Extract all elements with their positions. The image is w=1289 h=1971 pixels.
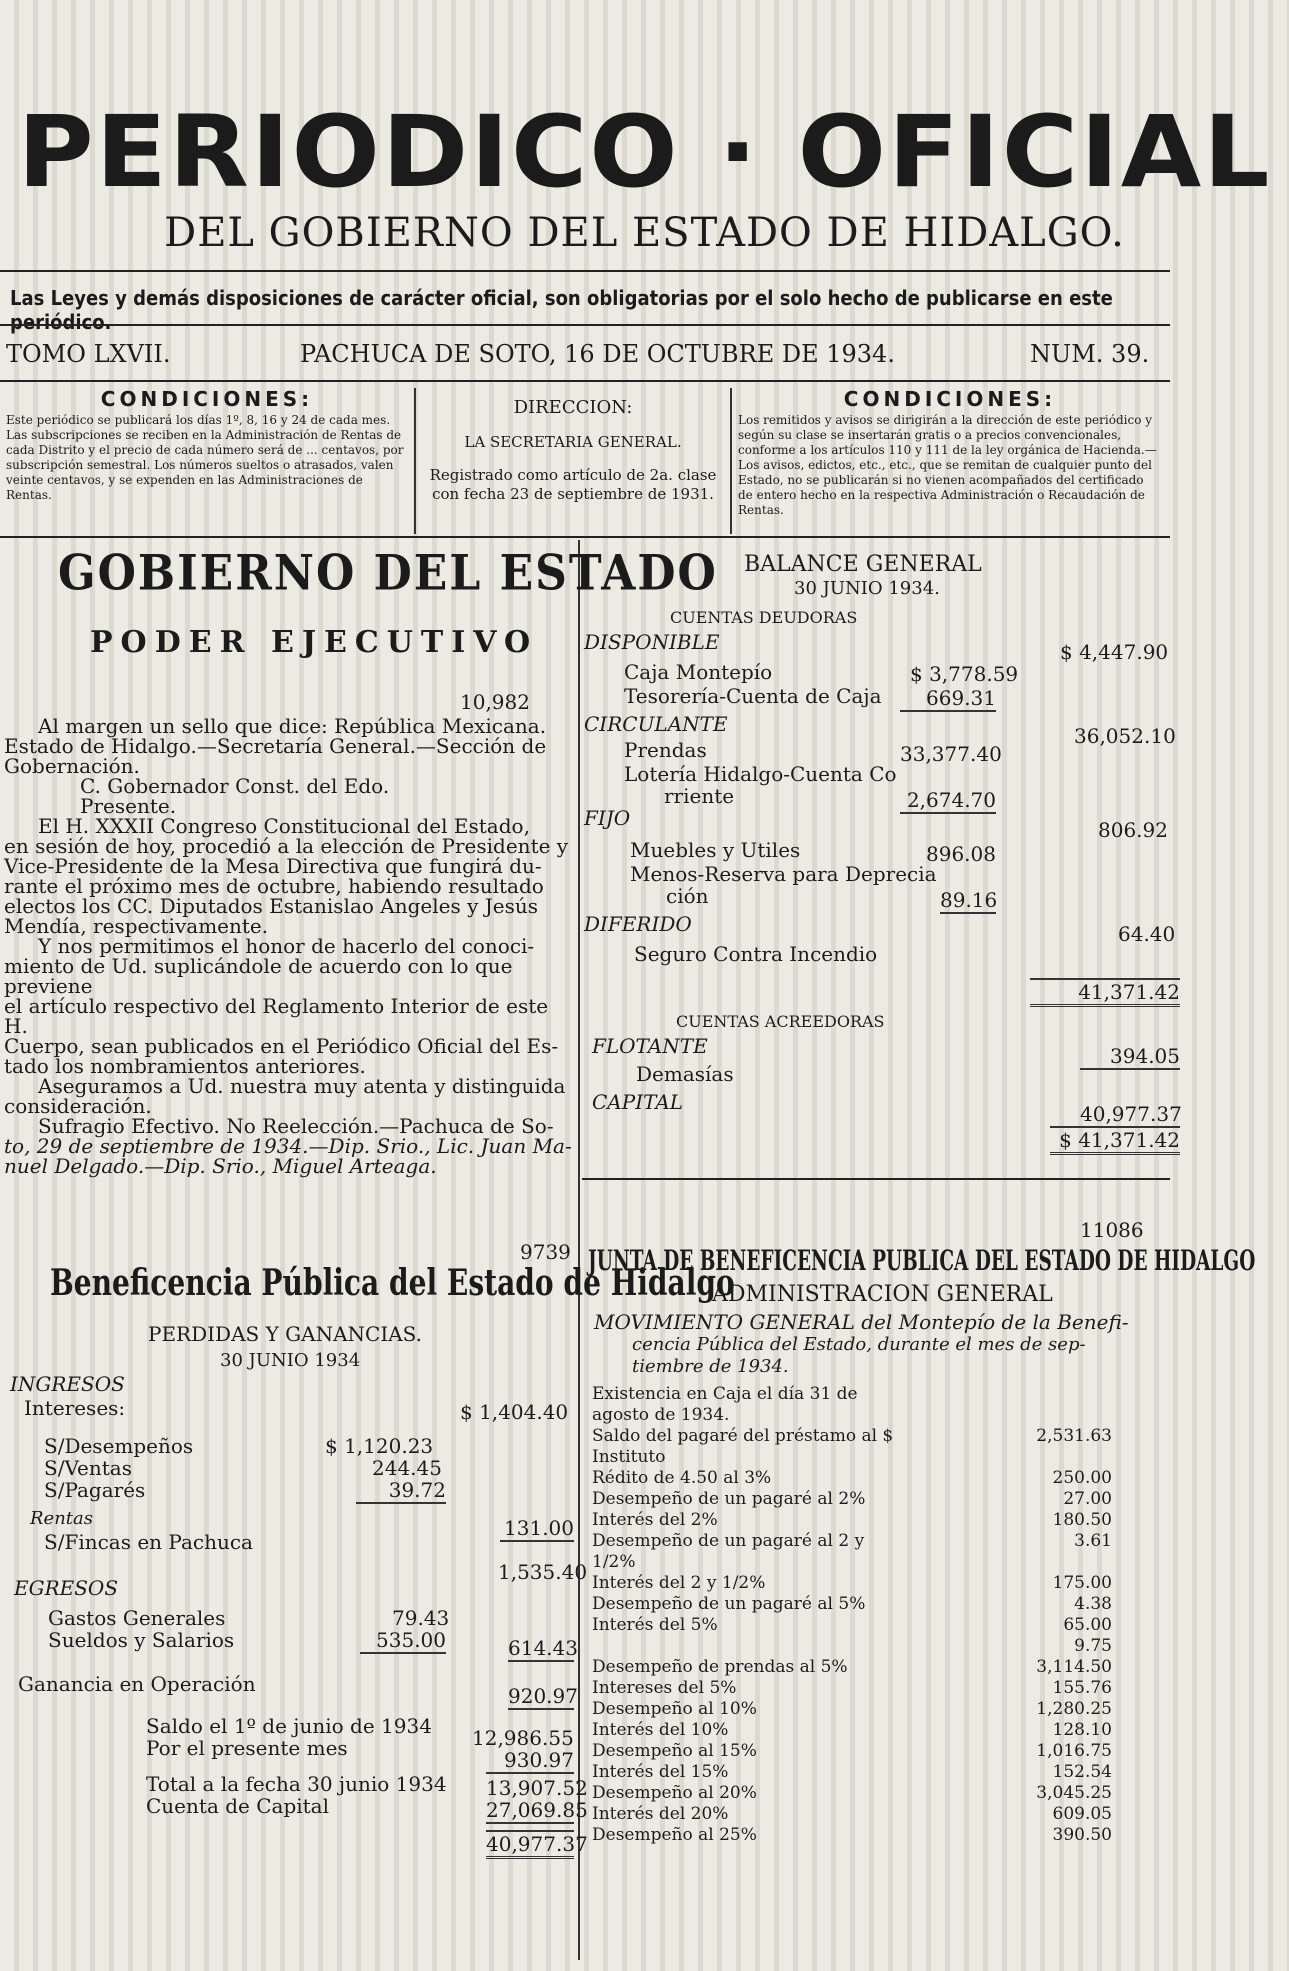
movimiento-value: 9.75 bbox=[1074, 1636, 1112, 1656]
movimiento-row bbox=[592, 1678, 1112, 1699]
movimiento-value: 4.38 bbox=[1074, 1594, 1112, 1614]
movimiento-label: Desempeño de un pagaré al 5% bbox=[592, 1594, 866, 1614]
decree-number: 10,982 bbox=[460, 690, 530, 714]
masthead-title: PERIODICO · OFICIAL bbox=[17, 94, 1272, 210]
movimiento-line3: tiembre de 1934. bbox=[632, 1356, 789, 1377]
decree-line: electos los CC. Diputados Estanislao Angeles y Jesús bbox=[4, 894, 538, 918]
movimiento-row bbox=[592, 1657, 1112, 1678]
movimiento-label: Interés del 5% bbox=[592, 1615, 718, 1635]
ingresos-label: INGRESOS bbox=[10, 1372, 125, 1396]
movimiento-value: 128.10 bbox=[1052, 1720, 1112, 1740]
movimiento-value: 155.76 bbox=[1052, 1678, 1112, 1698]
movimiento-label: Interés del 2% bbox=[592, 1510, 718, 1530]
gastos-value: 79.43 bbox=[392, 1606, 450, 1630]
diferido-label: DIFERIDO bbox=[584, 912, 692, 936]
movimiento-row bbox=[592, 1783, 1112, 1804]
decree-line: Aseguramos a Ud. nuestra muy atenta y distinguida bbox=[38, 1074, 566, 1098]
movimiento-label: Desempeño al 10% bbox=[592, 1699, 757, 1719]
movimiento-value: 65.00 bbox=[1063, 1615, 1112, 1635]
prendas-label: Prendas bbox=[624, 738, 707, 762]
flotante-value: 394.05 bbox=[1080, 1044, 1180, 1070]
decree-line: Presente. bbox=[80, 794, 177, 818]
menos-label-1: Menos-Reserva para Deprecia bbox=[630, 862, 937, 886]
movimiento-table bbox=[592, 1384, 1112, 1846]
subtotal-1: 1,535.40 bbox=[498, 1560, 588, 1584]
egresos-total: 614.43 bbox=[508, 1636, 578, 1660]
total-label: Total a la fecha 30 junio 1934 bbox=[146, 1772, 447, 1796]
volume-number: TOMO LXVII. bbox=[6, 340, 171, 368]
gobierno-heading: GOBIERNO DEL ESTADO bbox=[58, 545, 718, 602]
muebles-value: 896.08 bbox=[926, 842, 996, 866]
movimiento-label: Desempeño de un pagaré al 2 y bbox=[592, 1531, 865, 1551]
direction-line1: LA SECRETARIA GENERAL. bbox=[464, 433, 682, 451]
fincas-value: 131.00 bbox=[500, 1516, 574, 1542]
movimiento-value bbox=[992, 1447, 1112, 1468]
decree-line: Estado de Hidalgo.—Secretaría General.—Sección de bbox=[4, 734, 547, 758]
capital-label: Cuenta de Capital bbox=[146, 1794, 329, 1818]
decree-line: Y nos permitimos el honor de hacerlo del conoci- bbox=[38, 934, 535, 958]
loteria-value: 2,674.70 bbox=[900, 788, 996, 814]
muebles-label: Muebles y Utiles bbox=[630, 838, 801, 862]
decree-line: en sesión de hoy, procedió a la elección de Presidente y bbox=[4, 834, 569, 858]
pyg-date: 30 JUNIO 1934 bbox=[220, 1350, 361, 1371]
decree-line: Al margen un sello que dice: República Mexicana. bbox=[38, 714, 547, 738]
final-value: 40,977.37 bbox=[486, 1830, 574, 1859]
decree-line: Sufragio Efectivo. No Reelección.—Pachuca de So- bbox=[38, 1114, 554, 1138]
movimiento-value bbox=[992, 1384, 1112, 1405]
fijo-value: 806.92 bbox=[1098, 818, 1168, 842]
decree-line: Vice-Presidente de la Mesa Directiva que fungirá du- bbox=[4, 854, 542, 878]
pagares-value: 39.72 bbox=[356, 1478, 446, 1504]
movimiento-label: Desempeño al 20% bbox=[592, 1783, 757, 1803]
movimiento-value: 390.50 bbox=[1052, 1825, 1112, 1845]
direction-line2: Registrado como artículo de 2a. clase con fecha 23 de septiembre de 1931. bbox=[429, 466, 717, 503]
conditions-right-title: CONDICIONES: bbox=[843, 387, 1057, 411]
movimiento-value: 2,531.63 bbox=[1036, 1426, 1112, 1446]
menos-label-2: ción bbox=[666, 884, 709, 908]
presente-label: Por el presente mes bbox=[146, 1736, 348, 1760]
legal-notice: Las Leyes y demás disposiciones de carácter oficial, son obligatorias por el solo hecho de publicarse en este periódico. bbox=[10, 286, 1113, 334]
decree-line: Gobernación. bbox=[4, 754, 140, 778]
decree-line: tado los nombramientos anteriores. bbox=[4, 1054, 366, 1078]
movimiento-label: Interés del 15% bbox=[592, 1762, 729, 1782]
poder-heading: PODER EJECUTIVO bbox=[90, 625, 539, 660]
movimiento-row bbox=[592, 1447, 1112, 1468]
benef-title: Beneficencia Pública del Estado de Hidalgo bbox=[50, 1262, 735, 1304]
movimiento-value bbox=[992, 1552, 1112, 1573]
movimiento-label: Intereses del 5% bbox=[592, 1678, 737, 1698]
movimiento-row bbox=[592, 1384, 1112, 1405]
decree-text bbox=[4, 716, 574, 1176]
desempenos-label: S/Desempeños bbox=[44, 1434, 194, 1458]
presente-value: 930.97 bbox=[486, 1748, 574, 1774]
box-rule bbox=[0, 380, 1170, 382]
movimiento-label: Desempeño de prendas al 5% bbox=[592, 1657, 848, 1677]
dateline: PACHUCA DE SOTO, 16 DE OCTUBRE DE 1934. bbox=[300, 340, 895, 368]
pyg-heading: PERDIDAS Y GANANCIAS. bbox=[148, 1322, 423, 1346]
loteria-label-2: rriente bbox=[664, 784, 735, 808]
movimiento-label bbox=[592, 1636, 992, 1657]
circulante-value: 36,052.10 bbox=[1074, 724, 1176, 748]
fincas-label: S/Fincas en Pachuca bbox=[44, 1530, 253, 1554]
total-value: 13,907.52 bbox=[486, 1776, 588, 1800]
movimiento-label: Desempeño al 15% bbox=[592, 1741, 757, 1761]
decree-line: consideración. bbox=[4, 1094, 152, 1118]
flotante-label: FLOTANTE bbox=[592, 1034, 708, 1058]
circulante-label: CIRCULANTE bbox=[584, 712, 728, 736]
disponible-value: $ 4,447.90 bbox=[1060, 640, 1169, 664]
sueldos-value: 535.00 bbox=[360, 1628, 446, 1654]
movimiento-row bbox=[592, 1405, 1112, 1426]
movimiento-label: Instituto bbox=[592, 1447, 666, 1467]
intereses-label: Intereses: bbox=[24, 1396, 126, 1420]
movimiento-row bbox=[592, 1762, 1112, 1783]
movimiento-value: 609.05 bbox=[1052, 1804, 1112, 1824]
masthead-subtitle: DEL GOBIERNO DEL ESTADO DE HIDALGO. bbox=[164, 210, 1125, 256]
caja-value: $ 3,778.59 bbox=[910, 662, 1019, 686]
ventas-label: S/Ventas bbox=[44, 1456, 132, 1480]
saldo-value: 12,986.55 bbox=[472, 1726, 574, 1750]
decree-line: nuel Delgado.—Dip. Srio., Miguel Arteaga. bbox=[4, 1154, 437, 1178]
tesoreria-label: Tesorería-Cuenta de Caja bbox=[624, 684, 882, 708]
fijo-label: FIJO bbox=[584, 806, 631, 830]
movimiento-row bbox=[592, 1594, 1112, 1615]
movimiento-row bbox=[592, 1468, 1112, 1489]
movimiento-row bbox=[592, 1699, 1112, 1720]
movimiento-row bbox=[592, 1804, 1112, 1825]
diferido-value: 64.40 bbox=[1118, 922, 1176, 946]
caja-label: Caja Montepío bbox=[624, 660, 773, 684]
movimiento-value: 1,280.25 bbox=[1036, 1699, 1112, 1719]
decree-line: miento de Ud. suplicándole de acuerdo con lo que previene bbox=[4, 954, 513, 998]
capital-value: 40,977.37 bbox=[1080, 1102, 1182, 1126]
tesoreria-value: 669.31 bbox=[900, 686, 996, 712]
movimiento-value: 3,045.25 bbox=[1036, 1783, 1112, 1803]
column-divider bbox=[578, 540, 580, 1960]
movimiento-value bbox=[992, 1405, 1112, 1426]
issue-number: NUM. 39. bbox=[1030, 340, 1150, 368]
decree-line: El H. XXXII Congreso Constitucional del Estado, bbox=[38, 814, 530, 838]
junta-number: 11086 bbox=[1080, 1218, 1144, 1242]
movimiento-line2: cencia Pública del Estado, durante el mes de sep- bbox=[632, 1334, 1086, 1355]
movimiento-row bbox=[592, 1636, 1112, 1657]
movimiento-label: agosto de 1934. bbox=[592, 1405, 730, 1425]
decree-line: Mendía, respectivamente. bbox=[4, 914, 269, 938]
admin-heading: ADMINISTRACION GENERAL bbox=[712, 1282, 1053, 1307]
conditions-right bbox=[732, 388, 1168, 534]
capital-value: 27,069.85 bbox=[486, 1798, 588, 1822]
movimiento-value: 175.00 bbox=[1052, 1573, 1112, 1593]
movimiento-row bbox=[592, 1573, 1112, 1594]
mid-rule bbox=[0, 324, 1170, 326]
conditions-left-text: Este periódico se publicará los días 1º, 8, 16 y 24 de cada mes. Las subscripciones se reciben en la Administración de Rentas de cada Distrito y el precio de cada número será de ... centavos, por subscripción semestral. Los números sueltos o atrasados, valen veinte centavos, y se expenden en las Administraciones de Rentas. bbox=[6, 413, 404, 502]
movimiento-value: 250.00 bbox=[1052, 1468, 1112, 1488]
movimiento-row bbox=[592, 1489, 1112, 1510]
seguro-label: Seguro Contra Incendio bbox=[634, 942, 878, 966]
movimiento-label: Desempeño de un pagaré al 2% bbox=[592, 1489, 866, 1509]
movimiento-line1: MOVIMIENTO GENERAL del Montepío de la Benefi- bbox=[594, 1310, 1129, 1334]
direction-title: DIRECCION: bbox=[513, 397, 633, 418]
movimiento-row bbox=[592, 1531, 1112, 1552]
decree-line: Cuerpo, sean publicados en el Periódico Oficial del Es- bbox=[4, 1034, 559, 1058]
movimiento-value: 180.50 bbox=[1052, 1510, 1112, 1530]
sueldos-label: Sueldos y Salarios bbox=[48, 1628, 235, 1652]
movimiento-label: Interés del 20% bbox=[592, 1804, 729, 1824]
benef-number: 9739 bbox=[520, 1240, 571, 1264]
movimiento-label: Saldo del pagaré del préstamo al $ bbox=[592, 1426, 894, 1446]
conditions-left-title: CONDICIONES: bbox=[100, 387, 314, 411]
movimiento-value: 3.61 bbox=[1074, 1531, 1112, 1551]
acreedoras-heading: CUENTAS ACREEDORAS bbox=[676, 1012, 885, 1031]
demasias-label: Demasías bbox=[636, 1062, 734, 1086]
movimiento-row bbox=[592, 1426, 1112, 1447]
movimiento-value: 152.54 bbox=[1052, 1762, 1112, 1782]
movimiento-row bbox=[592, 1741, 1112, 1762]
rentas-label: Rentas bbox=[30, 1508, 93, 1529]
suma-deudoras: 41,371.42 bbox=[1030, 978, 1180, 1007]
movimiento-row bbox=[592, 1825, 1112, 1846]
movimiento-label: Interés del 2 y 1/2% bbox=[592, 1573, 766, 1593]
pagares-label: S/Pagarés bbox=[44, 1478, 146, 1502]
movimiento-value: 1,016.75 bbox=[1036, 1741, 1112, 1761]
ganancia-value: 920.97 bbox=[508, 1684, 578, 1708]
prendas-value: 33,377.40 bbox=[900, 742, 1002, 766]
direction-box bbox=[416, 388, 732, 534]
movimiento-row bbox=[592, 1615, 1112, 1636]
movimiento-row bbox=[592, 1720, 1112, 1741]
movimiento-value: 3,114.50 bbox=[1036, 1657, 1112, 1677]
movimiento-label: 1/2% bbox=[592, 1552, 636, 1572]
movimiento-label: Existencia en Caja el día 31 de bbox=[592, 1384, 858, 1404]
desempenos-value: $ 1,120.23 bbox=[325, 1434, 434, 1458]
movimiento-row bbox=[592, 1510, 1112, 1531]
ganancia-label: Ganancia en Operación bbox=[18, 1672, 256, 1696]
decree-line: C. Gobernador Const. del Edo. bbox=[80, 774, 390, 798]
movimiento-label: Interés del 10% bbox=[592, 1720, 729, 1740]
decree-line: rante el próximo mes de octubre, habiendo resultado bbox=[4, 874, 544, 898]
movimiento-value: 27.00 bbox=[1063, 1489, 1112, 1509]
right-section-rule bbox=[582, 1178, 1170, 1180]
movimiento-label: Desempeño al 25% bbox=[592, 1825, 757, 1845]
ventas-value: 244.45 bbox=[372, 1456, 442, 1480]
top-rule bbox=[0, 270, 1170, 272]
disponible-label: DISPONIBLE bbox=[584, 630, 720, 654]
loteria-label-1: Lotería Hidalgo-Cuenta Co bbox=[624, 762, 897, 786]
suma-acreedoras: $ 41,371.42 bbox=[1050, 1126, 1180, 1155]
junta-title: JUNTA DE BENEFICENCIA PUBLICA DEL ESTADO DE HIDALGO bbox=[588, 1244, 1256, 1277]
decree-line: el artículo respectivo del Reglamento Interior de este H. bbox=[4, 994, 549, 1038]
conditions-left bbox=[0, 388, 416, 534]
balance-heading: BALANCE GENERAL bbox=[744, 552, 982, 577]
balance-date: 30 JUNIO 1934. bbox=[794, 578, 940, 599]
movimiento-row bbox=[592, 1552, 1112, 1573]
conditions-right-text: Los remitidos y avisos se dirigirán a la dirección de este periódico y según su clase se insertarán gratis o a precios convencionales, conforme a los artículos 110 y 111 de la ley orgánica de Hacienda.—Los avisos, edictos, etc., etc., que se remitan de cualquier punto del Estado, no se publicarán si no vienen acompañados del certificado de entero hecho en la respectiva Administración o Recaudación de Rentas. bbox=[738, 413, 1157, 517]
deudoras-heading: CUENTAS DEUDORAS bbox=[670, 608, 858, 627]
egresos-label: EGRESOS bbox=[14, 1576, 119, 1600]
saldo-label: Saldo el 1º de junio de 1934 bbox=[146, 1714, 432, 1738]
menos-value: 89.16 bbox=[940, 888, 998, 912]
gastos-label: Gastos Generales bbox=[48, 1606, 226, 1630]
movimiento-label: Rédito de 4.50 al 3% bbox=[592, 1468, 772, 1488]
intereses-total: $ 1,404.40 bbox=[460, 1400, 569, 1424]
decree-line: to, 29 de septiembre de 1934.—Dip. Srio., Lic. Juan Ma- bbox=[4, 1134, 572, 1158]
section-rule bbox=[0, 536, 1170, 538]
capital-label: CAPITAL bbox=[592, 1090, 684, 1114]
